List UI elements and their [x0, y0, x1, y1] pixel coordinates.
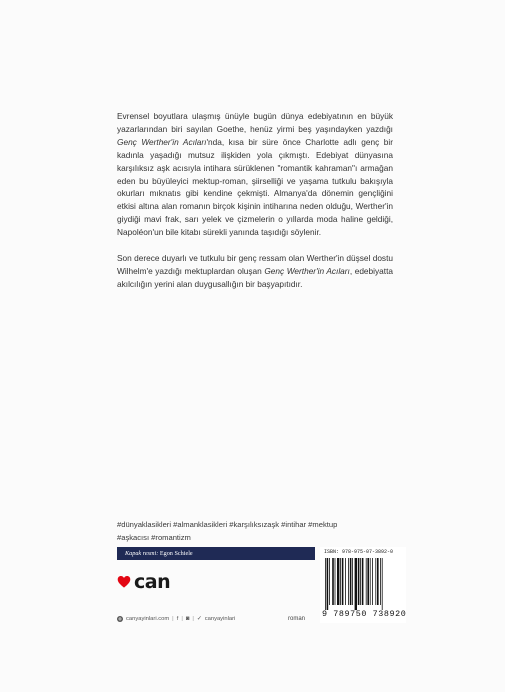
genre-label: roman [288, 616, 306, 622]
divider: | [192, 616, 194, 622]
instagram-icon[interactable]: ◙ [185, 616, 190, 622]
blurb-text [117, 110, 393, 291]
website-link[interactable]: canyayinlari.com [126, 616, 170, 622]
book-title-ref: Genç Werther'in Acıları [264, 265, 350, 276]
divider: | [181, 616, 183, 622]
social-handle: canyayinlari [204, 616, 236, 622]
barcode-digits: 9 789750 738920 [322, 609, 407, 619]
divider: | [172, 616, 174, 622]
facebook-icon[interactable]: f [176, 616, 179, 622]
blurb-paragraph-1: Evrensel boyutlara ulaşmış ünüyle bugün dünya edebiyatının en büyük yazarlarından biri sayılan Goethe, henüz yirmi beş yaşındayken yazdığı Genç Werther'in Acıları'nda, kısa bir süre önce Charlotte adlı genç bir kadınla yaşadığı mutsuz ilişkiden yola çıkmıştı. Edebiyat dünyasına karşılıksız aşk acısıyla intihara sürüklenen "romantik kahraman"ı armağan eden bu büyüleyici mektup-roman, şiirselliği ve yaşama tutkulu bakışıyla okurları mıknatıs gibi kendine çekmişti. Almanya'da dönemin gençliğini etkisi altına alan romanın birçok kişinin intiharına neden olduğu, Werther'in giydiği mavi frak, sarı yelek ve çizmelerin o yıllarda moda haline geldiği, Napoléon'un bile kitabı sürekli yanında taşıdığı söylenir. [117, 111, 393, 238]
blurb-paragraph-2: Son derece duyarlı ve tutkulu bir genç ressam olan Werther'in düşsel dostu Wilhelm'e yazdığı mektuplardan oluşan Genç Werther'in Acıları, edebiyatta akılcılığın yerini alan duygusallığın bir başyapıtıdır. [117, 253, 393, 289]
publisher-logo [117, 570, 170, 594]
isbn-barcode [320, 547, 406, 623]
isbn-label: ISBN: 978-975-07-3892-0 [324, 549, 394, 555]
cover-credit-label: Kapak resmi: [125, 550, 159, 557]
hashtags [117, 519, 407, 544]
cover-artist-name: Egon Schiele [159, 550, 193, 557]
globe-icon: ◍ [118, 616, 122, 621]
book-title-ref: Genç Werther'in Acıları [117, 136, 207, 147]
publisher-logo-text: can [134, 571, 171, 593]
publisher-contact [117, 616, 235, 622]
cover-credit-bar [117, 547, 315, 560]
twitter-icon[interactable]: ✓ [196, 616, 202, 622]
hashtags-line-2: #aşkacısı #romantizm [117, 532, 191, 542]
hashtags-line-1: #dünyaklasikleri #almanklasikleri #karşılıksızaşk #intihar #mektup [117, 520, 338, 529]
heart-icon [117, 575, 131, 589]
barcode-bars [324, 558, 402, 610]
